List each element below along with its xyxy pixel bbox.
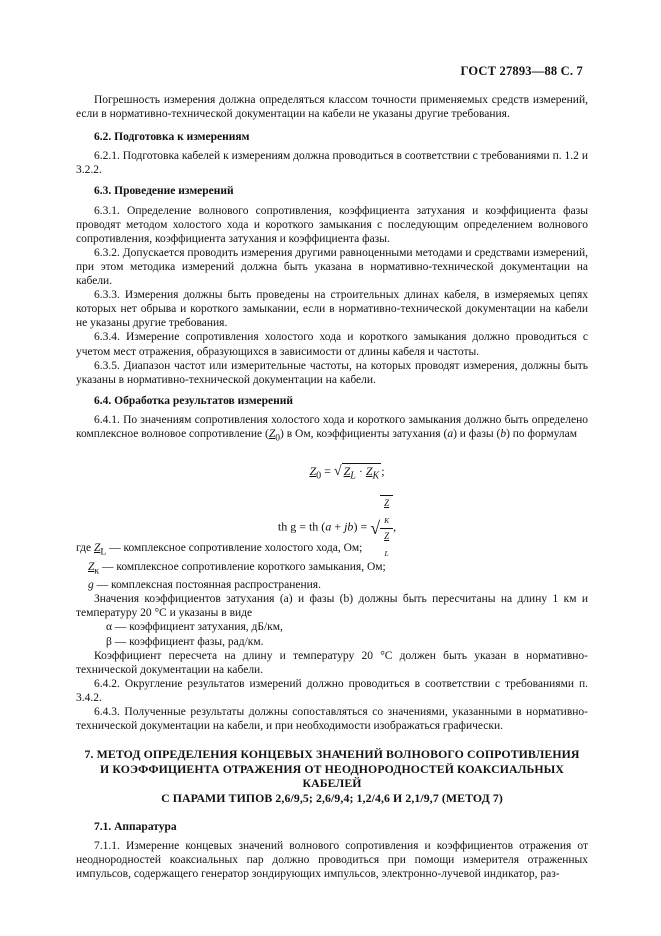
radicand: $Z_L \cdot Z_K$ [342,463,382,483]
section-6-4-heading: 6.4. Обработка результатов измерений [94,394,294,407]
section-6-3-heading: 6.3. Проведение измерений [94,185,234,198]
z0-symbol: Z [268,427,276,440]
section-6-2-heading: 6.2. Подготовка к измерениям [94,131,250,144]
paragraph-6-4-2: 6.4.2. Округление результатов измерений должно проводиться в соответствии с требованиями п. 3.4.2. [76,677,588,704]
page-header: ГОСТ 27893—88 С. 7 [460,64,583,78]
paragraph-6-4-1: 6.4.1. По значениям сопротивления холостого хода и короткого замыкания должно быть определено комплексное волновое сопротивление $(Z_0)$ в Ом, коэффициенты затухания (a) и фазы (b) по формулам [76,413,588,444]
sqrt-sign-2: √ [370,518,381,539]
chapter-7-heading: 7. МЕТОД ОПРЕДЕЛЕНИЯ КОНЦЕВЫХ ЗНАЧЕНИЙ ВОЛНОВОГО СОПРОТИВЛЕНИЯ И КОЭФФИЦИЕНТА ОТРАЖЕНИЯ ОТ НЕОДНОРОДНОСТЕЙ КОАКСИАЛЬНЫХ КАБЕЛЕЙ С ПАРАМИ ТИПОВ 2,6/9,5; 2,6/9,4; 1,2/4,6 И 2,1/9,7 (МЕТОД 7) [84,747,580,805]
paragraph-intro: Погрешность измерения должна определяться классом точности применяемых средств измерений, если в нормативно-технической документации на кабели не указаны другие требования. [76,94,588,121]
paragraph-6-3-2: 6.3.2. Допускается проводить измерения другими равноценными методами и средствами измерений, при этом методика измерений должна быть указана в нормативно-технической документации на кабели. [76,246,588,288]
document-body [76,93,588,881]
paragraph-7-1-1: 7.1.1. Измерение концевых значений волнового сопротивления и коэффициентов отражения от неоднородностей коаксиальных пар должно проводиться при помощи измерителя отраженных импульсов, содержащего генератор зондирующих импульсов, электронно-лучевой индикатор, раз- [76,839,588,880]
paragraph-6-3-5: 6.3.5. Диапазон частот или измерительные частоты, на которых проводят измерения, должны быть указаны в нормативно-технической документации на кабели. [76,359,588,386]
fraction: Z $_K$ Z $_L$ [380,495,393,561]
sqrt-sign: √ [333,464,342,480]
definition-zk: $Z_к$ — комплексное сопротивление короткого замыкания, Ом; [88,560,386,577]
definition-g: g — комплексная постоянная распространения. [88,579,321,592]
definition-zl: где $Z_L$ — комплексное сопротивление холостого хода, Ом; [76,542,363,558]
paragraph-coefficient: Коэффициент пересчета на длину и температуру 20 °С должен быть указан в нормативно-технической документации на кабели. [76,649,588,676]
paragraph-6-2-1: 6.2.1. Подготовка кабелей к измерениям должна проводиться в соответствии с требованиями п. 1.2 и 3.2.2. [76,150,588,177]
formula-th-g: th g = th (a + jb) = √ Z $_K$ Z $_L$ , [76,495,588,531]
paragraph-6-4-3: 6.4.3. Полученные результаты должны сопоставляться со значениями, указанными в нормативно-технической документации на кабели, и при необходимости изображаться графически. [76,705,588,733]
definitions [76,541,588,592]
paragraph-6-3-3: 6.3.3. Измерения должны быть проведены на строительных длинах кабеля, в измеряемых цепях которых нет обрыва и короткого замыкании, если в нормативно-технической документации на кабели не указаны другие требования. [76,289,588,330]
paragraph-6-3-1: 6.3.1. Определение волнового сопротивления, коэффициента затухания и коэффициента фазы проводят методом холостого хода и короткого замыкания с последующим определением волнового сопротивления, коэффициента затухания и коэффициента фазы. [76,204,588,245]
paragraph-6-3-4: 6.3.4. Измерение сопротивления холостого хода и короткого замыкания должно проводиться с учетом мест отражения, образующихся в зависимости от длины кабеля и частоты. [76,331,588,358]
paragraph-values: Значения коэффициентов затухания (a) и фазы (b) должны быть пересчитаны на длину 1 км и температуру 20 °С и указаны в виде [76,593,588,620]
definition-beta: β — коэффициент фазы, рад/км. [106,635,264,648]
definition-alpha: α — коэффициент затухания, дБ/км, [106,621,283,634]
formula-z0: $Z_0$ = √ $Z_L \cdot Z_K$ ; [76,463,588,487]
section-7-1-heading: 7.1. Аппаратура [94,820,177,833]
